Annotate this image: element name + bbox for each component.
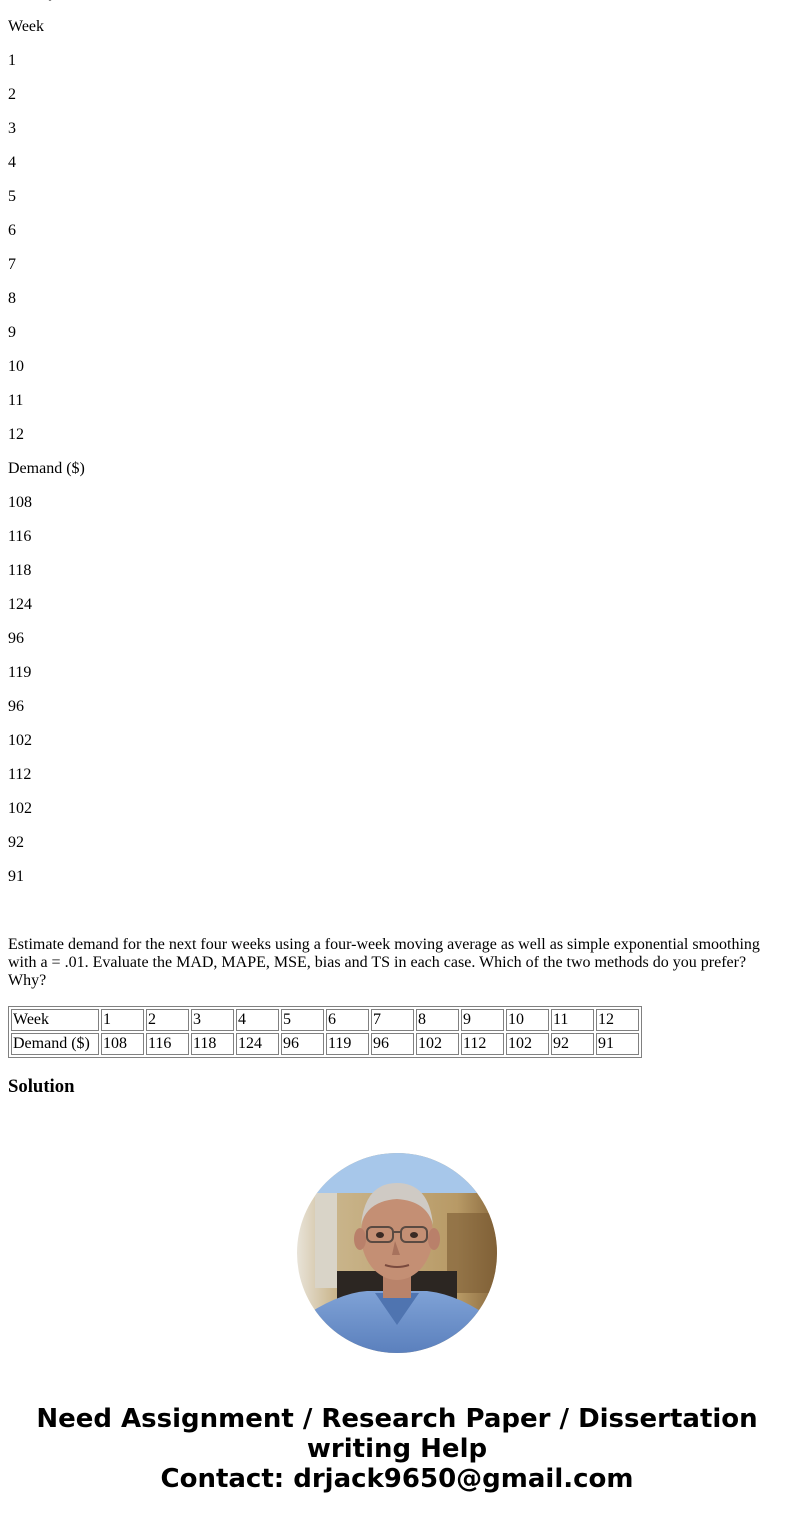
demand-value: 102: [8, 732, 32, 749]
demand-value: 92: [8, 834, 24, 851]
table-cell: 112: [461, 1033, 504, 1055]
week-value: 9: [8, 324, 16, 341]
demand-value: 96: [8, 630, 24, 647]
week-value: 5: [8, 188, 16, 205]
table-cell: 2: [146, 1009, 189, 1031]
week-value: 11: [8, 392, 24, 409]
table-cell: 96: [371, 1033, 414, 1055]
table-cell: Week: [11, 1009, 99, 1031]
demand-value: 96: [8, 698, 24, 715]
week-value: 3: [8, 120, 16, 137]
table-cell: 102: [416, 1033, 459, 1055]
document-body: [8, 0, 786, 1098]
table-cell: 1: [101, 1009, 144, 1031]
table-cell: 10: [506, 1009, 549, 1031]
table-cell: 91: [596, 1033, 639, 1055]
intro-text: [8, 0, 786, 2]
avatar-portrait-image: [297, 1153, 497, 1353]
table-row: [11, 1033, 639, 1055]
week-value: 6: [8, 222, 16, 239]
table-cell: 124: [236, 1033, 279, 1055]
table-cell: 6: [326, 1009, 369, 1031]
demand-value: 124: [8, 596, 32, 613]
week-label: Week: [8, 18, 45, 35]
demand-value: 118: [8, 562, 32, 579]
week-value: 4: [8, 154, 16, 171]
table-cell: 8: [416, 1009, 459, 1031]
demand-value: 108: [8, 494, 32, 511]
table-row: [11, 1009, 639, 1031]
week-value: 12: [8, 426, 24, 443]
demand-value: 112: [8, 766, 32, 783]
table-cell: 4: [236, 1009, 279, 1031]
table-cell: Demand ($): [11, 1033, 99, 1055]
week-value: 7: [8, 256, 16, 273]
week-value: 8: [8, 290, 16, 307]
demand-value: 119: [8, 664, 32, 681]
avatar: [297, 1153, 497, 1353]
table-cell: 119: [326, 1033, 369, 1055]
demand-label: Demand ($): [8, 460, 85, 477]
promo-banner: [0, 1404, 794, 1494]
table-cell: 102: [506, 1033, 549, 1055]
blank-line: [8, 902, 786, 920]
table-cell: 108: [101, 1033, 144, 1055]
week-value: 1: [8, 52, 16, 69]
table-cell: 5: [281, 1009, 324, 1031]
demand-value: 102: [8, 800, 32, 817]
demand-value: 116: [8, 528, 32, 545]
demand-value: 91: [8, 868, 24, 885]
promo-line: Need Assignment / Research Paper / Dissertation: [36, 1404, 758, 1434]
table-cell: 118: [191, 1033, 234, 1055]
demand-table: [8, 1006, 642, 1058]
table-cell: 11: [551, 1009, 594, 1031]
week-value: 2: [8, 86, 16, 103]
table-cell: 96: [281, 1033, 324, 1055]
table-cell: 3: [191, 1009, 234, 1031]
promo-line: writing Help: [306, 1434, 488, 1464]
table-cell: 92: [551, 1033, 594, 1055]
table-cell: 116: [146, 1033, 189, 1055]
table-cell: 12: [596, 1009, 639, 1031]
question-text: Estimate demand for the next four weeks using a four-week moving average as well as simple exponential smoothing with a = .01. Evaluate the MAD, MAPE, MSE, bias and TS in each case. Which of the two methods do you prefer? Why?: [8, 936, 760, 989]
week-value: 10: [8, 358, 24, 375]
table-cell: 7: [371, 1009, 414, 1031]
table-cell: 9: [461, 1009, 504, 1031]
promo-contact: Contact: drjack9650@gmail.com: [160, 1464, 634, 1494]
solution-heading: Solution: [8, 1076, 75, 1097]
